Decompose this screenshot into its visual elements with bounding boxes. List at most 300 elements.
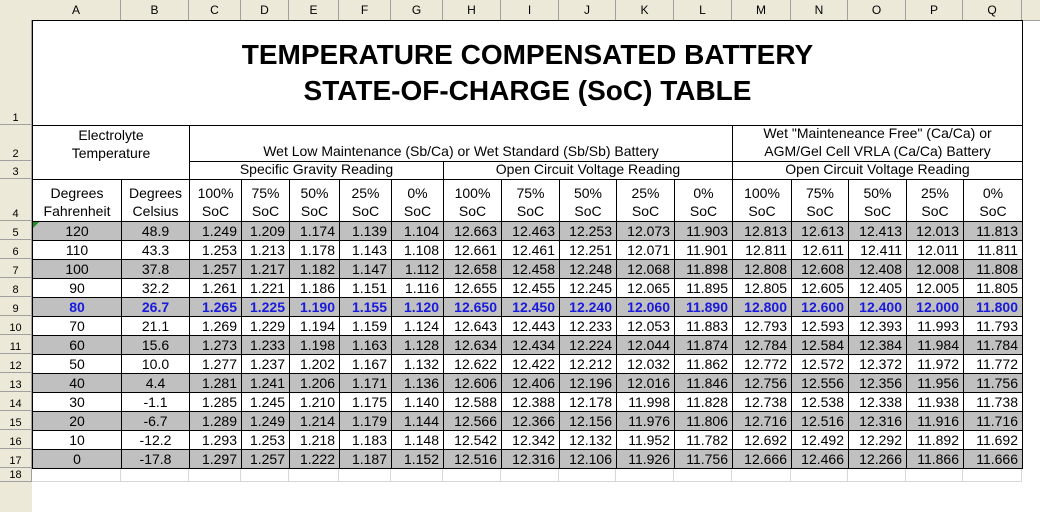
cell-f6[interactable]: 1.143 [339, 240, 392, 260]
column-header-i[interactable]: I [501, 0, 559, 20]
cell-h9[interactable]: 12.650 [443, 297, 502, 317]
cell-d7[interactable]: 1.217 [241, 259, 290, 279]
cell-i18[interactable] [501, 468, 559, 482]
cell-d18[interactable] [241, 468, 289, 482]
cell-i16[interactable]: 12.342 [501, 430, 560, 450]
cell-a7[interactable]: 100 [32, 259, 122, 279]
cell-e16[interactable]: 1.218 [289, 430, 340, 450]
cell-d14[interactable]: 1.245 [241, 392, 290, 412]
cell-b5[interactable]: 48.9 [121, 221, 190, 241]
cell-p5[interactable]: 12.013 [906, 221, 964, 241]
degrees-fahrenheit-header[interactable] [32, 179, 122, 222]
cell-b12[interactable]: 10.0 [121, 354, 190, 374]
cell-o9[interactable]: 12.400 [848, 297, 907, 317]
cell-a5[interactable]: 120 [32, 221, 122, 241]
cell-i8[interactable]: 12.455 [501, 278, 560, 298]
cell-n8[interactable]: 12.605 [791, 278, 849, 298]
soc-header-j[interactable] [559, 179, 617, 222]
column-header-l[interactable]: L [674, 0, 732, 20]
cell-k11[interactable]: 12.044 [616, 335, 675, 355]
cell-i5[interactable]: 12.463 [501, 221, 560, 241]
row-header-4[interactable]: 4 [0, 179, 32, 221]
cell-f5[interactable]: 1.139 [339, 221, 392, 241]
cell-i10[interactable]: 12.443 [501, 316, 560, 336]
cell-m7[interactable]: 12.808 [732, 259, 792, 279]
row-header-11[interactable]: 11 [0, 335, 32, 354]
cell-l8[interactable]: 11.895 [674, 278, 733, 298]
cell-g16[interactable]: 1.148 [391, 430, 444, 450]
cell-o15[interactable]: 12.316 [848, 411, 907, 431]
cell-h18[interactable] [443, 468, 501, 482]
cell-c7[interactable]: 1.257 [189, 259, 242, 279]
cell-j14[interactable]: 12.178 [559, 392, 617, 412]
cell-e8[interactable]: 1.186 [289, 278, 340, 298]
cell-f16[interactable]: 1.183 [339, 430, 392, 450]
cell-j8[interactable]: 12.245 [559, 278, 617, 298]
cell-h8[interactable]: 12.655 [443, 278, 502, 298]
cell-q12[interactable]: 11.772 [963, 354, 1023, 374]
cell-h10[interactable]: 12.643 [443, 316, 502, 336]
cell-k16[interactable]: 11.952 [616, 430, 675, 450]
cell-n16[interactable]: 12.492 [791, 430, 849, 450]
cell-c12[interactable]: 1.277 [189, 354, 242, 374]
cell-f15[interactable]: 1.179 [339, 411, 392, 431]
cell-m12[interactable]: 12.772 [732, 354, 792, 374]
cell-i13[interactable]: 12.406 [501, 373, 560, 393]
cell-g6[interactable]: 1.108 [391, 240, 444, 260]
cell-g13[interactable]: 1.136 [391, 373, 444, 393]
cell-e15[interactable]: 1.214 [289, 411, 340, 431]
cell-j9[interactable]: 12.240 [559, 297, 617, 317]
soc-header-m[interactable] [732, 179, 792, 222]
cell-a15[interactable]: 20 [32, 411, 122, 431]
cell-m17[interactable]: 12.666 [732, 449, 792, 469]
cell-b7[interactable]: 37.8 [121, 259, 190, 279]
cell-d11[interactable]: 1.233 [241, 335, 290, 355]
cell-e6[interactable]: 1.178 [289, 240, 340, 260]
cell-g10[interactable]: 1.124 [391, 316, 444, 336]
cell-q15[interactable]: 11.716 [963, 411, 1023, 431]
cell-m13[interactable]: 12.756 [732, 373, 792, 393]
cell-o11[interactable]: 12.384 [848, 335, 907, 355]
soc-header-p[interactable] [906, 179, 964, 222]
cell-m14[interactable]: 12.738 [732, 392, 792, 412]
row-header-8[interactable]: 8 [0, 278, 32, 297]
cell-k9[interactable]: 12.060 [616, 297, 675, 317]
cell-j10[interactable]: 12.233 [559, 316, 617, 336]
cell-a10[interactable]: 70 [32, 316, 122, 336]
cell-n14[interactable]: 12.538 [791, 392, 849, 412]
cell-n13[interactable]: 12.556 [791, 373, 849, 393]
cell-p16[interactable]: 11.892 [906, 430, 964, 450]
cell-p6[interactable]: 12.011 [906, 240, 964, 260]
column-header-d[interactable]: D [241, 0, 289, 20]
cell-i9[interactable]: 12.450 [501, 297, 560, 317]
cell-p13[interactable]: 11.956 [906, 373, 964, 393]
cell-o13[interactable]: 12.356 [848, 373, 907, 393]
cell-e11[interactable]: 1.198 [289, 335, 340, 355]
cell-c17[interactable]: 1.297 [189, 449, 242, 469]
cell-q6[interactable]: 11.811 [963, 240, 1023, 260]
cell-h7[interactable]: 12.658 [443, 259, 502, 279]
cell-n17[interactable]: 12.466 [791, 449, 849, 469]
cell-a18[interactable] [32, 468, 121, 482]
cell-b15[interactable]: -6.7 [121, 411, 190, 431]
cell-j15[interactable]: 12.156 [559, 411, 617, 431]
cell-a16[interactable]: 10 [32, 430, 122, 450]
cell-l12[interactable]: 11.862 [674, 354, 733, 374]
cell-f12[interactable]: 1.167 [339, 354, 392, 374]
cell-g18[interactable] [391, 468, 443, 482]
cell-l5[interactable]: 11.903 [674, 221, 733, 241]
cell-a12[interactable]: 50 [32, 354, 122, 374]
cell-i11[interactable]: 12.434 [501, 335, 560, 355]
cell-a8[interactable]: 90 [32, 278, 122, 298]
cell-o8[interactable]: 12.405 [848, 278, 907, 298]
cell-p9[interactable]: 12.000 [906, 297, 964, 317]
cell-m9[interactable]: 12.800 [732, 297, 792, 317]
cell-k7[interactable]: 12.068 [616, 259, 675, 279]
soc-label: SoC [516, 203, 545, 219]
cell-n11[interactable]: 12.584 [791, 335, 849, 355]
row-header-6[interactable]: 6 [0, 240, 32, 259]
cell-m11[interactable]: 12.784 [732, 335, 792, 355]
cell-h5[interactable]: 12.663 [443, 221, 502, 241]
soc-header-f[interactable] [339, 179, 392, 222]
column-header-g[interactable]: G [391, 0, 443, 20]
maintenance-free-header[interactable] [732, 125, 1023, 162]
cell-b16[interactable]: -12.2 [121, 430, 190, 450]
cell-g17[interactable]: 1.152 [391, 449, 444, 469]
cell-q7[interactable]: 11.808 [963, 259, 1023, 279]
soc-header-i[interactable] [501, 179, 560, 222]
cell-i14[interactable]: 12.388 [501, 392, 560, 412]
column-header-k[interactable]: K [616, 0, 674, 20]
cell-q13[interactable]: 11.756 [963, 373, 1023, 393]
cell-g8[interactable]: 1.116 [391, 278, 444, 298]
cell-m10[interactable]: 12.793 [732, 316, 792, 336]
cell-o10[interactable]: 12.393 [848, 316, 907, 336]
row-header-18[interactable]: 18 [0, 468, 32, 482]
soc-header-n[interactable] [791, 179, 849, 222]
cell-c16[interactable]: 1.293 [189, 430, 242, 450]
cell-i15[interactable]: 12.366 [501, 411, 560, 431]
cell-c9[interactable]: 1.265 [189, 297, 242, 317]
cell-d15[interactable]: 1.249 [241, 411, 290, 431]
cell-j13[interactable]: 12.196 [559, 373, 617, 393]
degrees-celsius-header[interactable] [121, 179, 190, 222]
cell-n10[interactable]: 12.593 [791, 316, 849, 336]
cell-i7[interactable]: 12.458 [501, 259, 560, 279]
cell-k12[interactable]: 12.032 [616, 354, 675, 374]
soc-header-c[interactable] [189, 179, 242, 222]
cell-m16[interactable]: 12.692 [732, 430, 792, 450]
column-header-c[interactable]: C [189, 0, 241, 20]
cell-c6[interactable]: 1.253 [189, 240, 242, 260]
cell-n6[interactable]: 12.611 [791, 240, 849, 260]
cell-p10[interactable]: 11.993 [906, 316, 964, 336]
cell-c5[interactable]: 1.249 [189, 221, 242, 241]
row-header-15[interactable]: 15 [0, 411, 32, 430]
row-header-3[interactable]: 3 [0, 161, 32, 179]
specific-gravity-header[interactable] [189, 161, 444, 180]
cell-j12[interactable]: 12.212 [559, 354, 617, 374]
row-header-5[interactable]: 5 [0, 221, 32, 240]
cell-j17[interactable]: 12.106 [559, 449, 617, 469]
cell-e14[interactable]: 1.210 [289, 392, 340, 412]
ocv-header-mf[interactable] [732, 161, 1023, 180]
cell-h12[interactable]: 12.622 [443, 354, 502, 374]
cell-k10[interactable]: 12.053 [616, 316, 675, 336]
cell-k13[interactable]: 12.016 [616, 373, 675, 393]
column-header-q[interactable]: Q [963, 0, 1022, 20]
cell-h15[interactable]: 12.566 [443, 411, 502, 431]
cell-c11[interactable]: 1.273 [189, 335, 242, 355]
cell-q11[interactable]: 11.784 [963, 335, 1023, 355]
ocv-header-wet[interactable] [443, 161, 733, 180]
cell-i12[interactable]: 12.422 [501, 354, 560, 374]
cell-q8[interactable]: 11.805 [963, 278, 1023, 298]
cell-l15[interactable]: 11.806 [674, 411, 733, 431]
cell-n12[interactable]: 12.572 [791, 354, 849, 374]
cell-f13[interactable]: 1.171 [339, 373, 392, 393]
cell-a11[interactable]: 60 [32, 335, 122, 355]
cell-k14[interactable]: 11.998 [616, 392, 675, 412]
cell-g12[interactable]: 1.132 [391, 354, 444, 374]
cell-b18[interactable] [121, 468, 189, 482]
cell-c15[interactable]: 1.289 [189, 411, 242, 431]
cell-i6[interactable]: 12.461 [501, 240, 560, 260]
cell-p12[interactable]: 11.972 [906, 354, 964, 374]
cell-j11[interactable]: 12.224 [559, 335, 617, 355]
cell-h11[interactable]: 12.634 [443, 335, 502, 355]
cell-e10[interactable]: 1.194 [289, 316, 340, 336]
cell-e18[interactable] [289, 468, 339, 482]
cell-k6[interactable]: 12.071 [616, 240, 675, 260]
cell-n18[interactable] [791, 468, 848, 482]
cell-m5[interactable]: 12.813 [732, 221, 792, 241]
cell-j5[interactable]: 12.253 [559, 221, 617, 241]
wet-low-maintenance-header[interactable] [189, 125, 733, 162]
cell-h14[interactable]: 12.588 [443, 392, 502, 412]
cell-d5[interactable]: 1.209 [241, 221, 290, 241]
cell-c10[interactable]: 1.269 [189, 316, 242, 336]
cell-n5[interactable]: 12.613 [791, 221, 849, 241]
cell-h6[interactable]: 12.661 [443, 240, 502, 260]
cell-b9[interactable]: 26.7 [121, 297, 190, 317]
row-header-12[interactable]: 12 [0, 354, 32, 373]
soc-header-d[interactable] [241, 179, 290, 222]
cell-e7[interactable]: 1.182 [289, 259, 340, 279]
cell-c14[interactable]: 1.285 [189, 392, 242, 412]
cell-b14[interactable]: -1.1 [121, 392, 190, 412]
cell-o12[interactable]: 12.372 [848, 354, 907, 374]
column-header-b[interactable]: B [121, 0, 189, 20]
cell-o17[interactable]: 12.266 [848, 449, 907, 469]
cell-m15[interactable]: 12.716 [732, 411, 792, 431]
cell-a14[interactable]: 30 [32, 392, 122, 412]
cell-a13[interactable]: 40 [32, 373, 122, 393]
cell-m18[interactable] [732, 468, 791, 482]
cell-n7[interactable]: 12.608 [791, 259, 849, 279]
cell-m6[interactable]: 12.811 [732, 240, 792, 260]
soc-header-o[interactable] [848, 179, 907, 222]
cell-l10[interactable]: 11.883 [674, 316, 733, 336]
cell-g9[interactable]: 1.120 [391, 297, 444, 317]
column-header-a[interactable]: A [32, 0, 121, 20]
cell-p8[interactable]: 12.005 [906, 278, 964, 298]
cell-d17[interactable]: 1.257 [241, 449, 290, 469]
cell-h13[interactable]: 12.606 [443, 373, 502, 393]
cell-g14[interactable]: 1.140 [391, 392, 444, 412]
cell-e9[interactable]: 1.190 [289, 297, 340, 317]
cell-l9[interactable]: 11.890 [674, 297, 733, 317]
cell-p15[interactable]: 11.916 [906, 411, 964, 431]
cell-p11[interactable]: 11.984 [906, 335, 964, 355]
cell-b17[interactable]: -17.8 [121, 449, 190, 469]
cell-p18[interactable] [906, 468, 963, 482]
row-header-13[interactable]: 13 [0, 373, 32, 392]
cell-e17[interactable]: 1.222 [289, 449, 340, 469]
column-header-m[interactable]: M [732, 0, 791, 20]
row-header-14[interactable]: 14 [0, 392, 32, 411]
cell-f17[interactable]: 1.187 [339, 449, 392, 469]
cell-k15[interactable]: 11.976 [616, 411, 675, 431]
cell-f18[interactable] [339, 468, 391, 482]
column-header-e[interactable]: E [289, 0, 339, 20]
cell-q16[interactable]: 11.692 [963, 430, 1023, 450]
cell-h17[interactable]: 12.516 [443, 449, 502, 469]
cell-f10[interactable]: 1.159 [339, 316, 392, 336]
cell-i17[interactable]: 12.316 [501, 449, 560, 469]
cell-d9[interactable]: 1.225 [241, 297, 290, 317]
cell-a9[interactable]: 80 [32, 297, 122, 317]
cell-j6[interactable]: 12.251 [559, 240, 617, 260]
cell-p17[interactable]: 11.866 [906, 449, 964, 469]
cell-d13[interactable]: 1.241 [241, 373, 290, 393]
column-header-n[interactable]: N [791, 0, 848, 20]
cell-a17[interactable]: 0 [32, 449, 122, 469]
row-header-10[interactable]: 10 [0, 316, 32, 335]
cell-k8[interactable]: 12.065 [616, 278, 675, 298]
cell-o7[interactable]: 12.408 [848, 259, 907, 279]
cell-d16[interactable]: 1.253 [241, 430, 290, 450]
cell-l13[interactable]: 11.846 [674, 373, 733, 393]
cell-c18[interactable] [189, 468, 241, 482]
cell-k18[interactable] [616, 468, 674, 482]
cell-b10[interactable]: 21.1 [121, 316, 190, 336]
cell-f14[interactable]: 1.175 [339, 392, 392, 412]
cell-p7[interactable]: 12.008 [906, 259, 964, 279]
cell-c13[interactable]: 1.281 [189, 373, 242, 393]
cell-o18[interactable] [848, 468, 906, 482]
cell-g15[interactable]: 1.144 [391, 411, 444, 431]
cell-j16[interactable]: 12.132 [559, 430, 617, 450]
cell-b13[interactable]: 4.4 [121, 373, 190, 393]
cell-q18[interactable] [963, 468, 1022, 482]
cell-q14[interactable]: 11.738 [963, 392, 1023, 412]
cell-o6[interactable]: 12.411 [848, 240, 907, 260]
cell-p14[interactable]: 11.938 [906, 392, 964, 412]
cell-o5[interactable]: 12.413 [848, 221, 907, 241]
cell-l14[interactable]: 11.828 [674, 392, 733, 412]
row-header-2[interactable]: 2 [0, 125, 32, 161]
column-header-j[interactable]: J [559, 0, 616, 20]
cell-o16[interactable]: 12.292 [848, 430, 907, 450]
cell-m8[interactable]: 12.805 [732, 278, 792, 298]
column-header-f[interactable]: F [339, 0, 391, 20]
cell-l18[interactable] [674, 468, 732, 482]
cell-b8[interactable]: 32.2 [121, 278, 190, 298]
soc-percent: 50% [300, 185, 329, 201]
cell-q9[interactable]: 11.800 [963, 297, 1023, 317]
cell-d6[interactable]: 1.213 [241, 240, 290, 260]
electrolyte-temperature-header[interactable] [32, 125, 190, 180]
cell-j18[interactable] [559, 468, 616, 482]
column-header-p[interactable]: P [906, 0, 963, 20]
table-title[interactable] [32, 20, 1023, 126]
soc-header-l[interactable] [674, 179, 733, 222]
cell-q17[interactable]: 11.666 [963, 449, 1023, 469]
cell-l7[interactable]: 11.898 [674, 259, 733, 279]
cell-g11[interactable]: 1.128 [391, 335, 444, 355]
cell-g5[interactable]: 1.104 [391, 221, 444, 241]
cell-b11[interactable]: 15.6 [121, 335, 190, 355]
cell-k5[interactable]: 12.073 [616, 221, 675, 241]
cell-k17[interactable]: 11.926 [616, 449, 675, 469]
cell-f11[interactable]: 1.163 [339, 335, 392, 355]
cell-d10[interactable]: 1.229 [241, 316, 290, 336]
column-header-h[interactable]: H [443, 0, 501, 20]
soc-header-k[interactable] [616, 179, 675, 222]
cell-d12[interactable]: 1.237 [241, 354, 290, 374]
row-header-16[interactable]: 16 [0, 430, 32, 449]
soc-header-g[interactable] [391, 179, 444, 222]
row-header-17[interactable]: 17 [0, 449, 32, 468]
cell-b6[interactable]: 43.3 [121, 240, 190, 260]
soc-header-e[interactable] [289, 179, 340, 222]
soc-header-q[interactable] [963, 179, 1023, 222]
cell-e13[interactable]: 1.206 [289, 373, 340, 393]
cell-l16[interactable]: 11.782 [674, 430, 733, 450]
cell-f7[interactable]: 1.147 [339, 259, 392, 279]
cell-e5[interactable]: 1.174 [289, 221, 340, 241]
column-header-o[interactable]: O [848, 0, 906, 20]
cell-d8[interactable]: 1.221 [241, 278, 290, 298]
cell-e12[interactable]: 1.202 [289, 354, 340, 374]
cell-j7[interactable]: 12.248 [559, 259, 617, 279]
cell-q5[interactable]: 11.813 [963, 221, 1023, 241]
row-header-1[interactable]: 1 [0, 20, 32, 125]
cell-h16[interactable]: 12.542 [443, 430, 502, 450]
cell-n9[interactable]: 12.600 [791, 297, 849, 317]
soc-label: SoC [574, 203, 602, 219]
row-header-7[interactable]: 7 [0, 259, 32, 278]
soc-header-h[interactable] [443, 179, 502, 222]
cell-o14[interactable]: 12.338 [848, 392, 907, 412]
cell-n15[interactable]: 12.516 [791, 411, 849, 431]
cell-a6[interactable]: 110 [32, 240, 122, 260]
cell-f8[interactable]: 1.151 [339, 278, 392, 298]
cell-l6[interactable]: 11.901 [674, 240, 733, 260]
row-header-9[interactable]: 9 [0, 297, 32, 316]
cell-l17[interactable]: 11.756 [674, 449, 733, 469]
cell-f9[interactable]: 1.155 [339, 297, 392, 317]
cell-g7[interactable]: 1.112 [391, 259, 444, 279]
cell-l11[interactable]: 11.874 [674, 335, 733, 355]
cell-q10[interactable]: 11.793 [963, 316, 1023, 336]
cell-c8[interactable]: 1.261 [189, 278, 242, 298]
